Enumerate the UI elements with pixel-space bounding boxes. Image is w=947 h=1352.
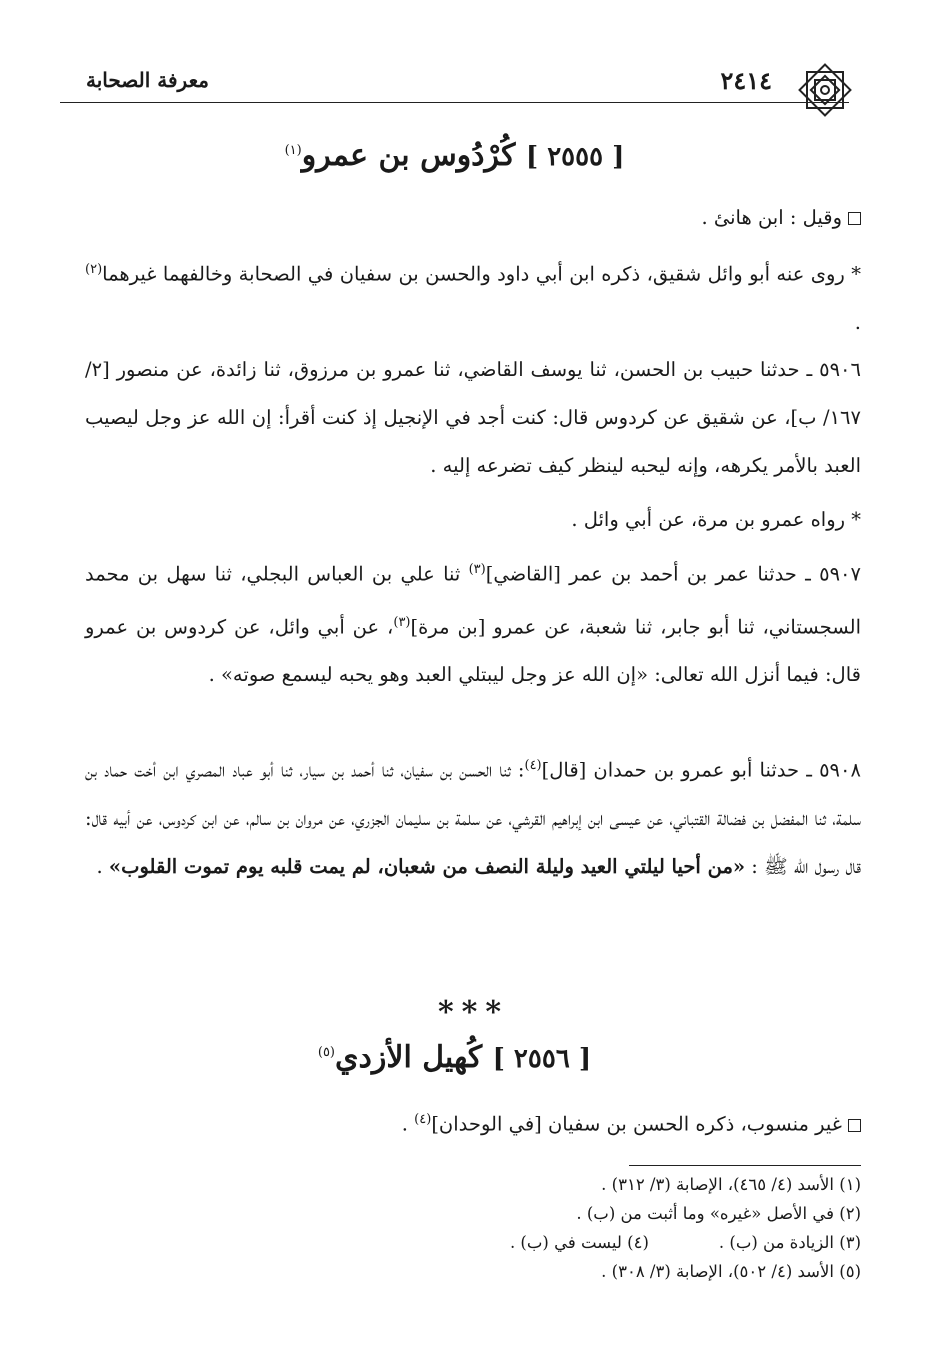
paragraph-text: ٥٩٠٧ ـ حدثنا عمر بن أحمد بن عمر [القاضي] bbox=[485, 562, 861, 586]
square-bullet-icon bbox=[848, 212, 861, 225]
footnote-ref: (٢) bbox=[85, 262, 103, 277]
paragraph-text: ٥٩٠٦ ـ حدثنا حبيب بن الحسن، ثنا يوسف القاضي، ثنا عمرو بن مرزوق، ثنا زائدة، عن منصور [٢/ ١٦٧/ ب]، عن شقيق عن كردوس قال: كنت أجد في الإنجيل إذ كنت أقرأ: إن الله عز وجل ليصيب العبد بالأمر يكرهه، وإنه ليحبه لينظر كيف تضرعه إليه . bbox=[85, 358, 861, 477]
entry-number: [ ٢٥٥٥ ] bbox=[525, 142, 625, 172]
octagonal-star-ornament-icon bbox=[795, 60, 855, 120]
footnote-ref: (١) bbox=[284, 143, 302, 158]
footnotes bbox=[85, 1170, 861, 1286]
footnote-1: (١) الأسد (٤/ ٤٦٥)، الإصابة (٣/ ٣١٢) . bbox=[601, 1175, 861, 1194]
entry-heading-2555 bbox=[60, 138, 849, 173]
paragraph-text: ٥٩٠٨ ـ حدثنا أبو عمرو بن حمدان [قال] bbox=[541, 758, 861, 782]
paragraph-end: . bbox=[96, 854, 109, 878]
entry-number: [ ٢٥٥٦ ] bbox=[492, 1044, 592, 1074]
paragraph-text: وقيل : ابن هانئ . bbox=[701, 206, 842, 229]
paragraph-alt-name bbox=[85, 194, 861, 242]
footnote-ref: (٤) bbox=[414, 1112, 432, 1127]
page-number: ٢٤١٤ bbox=[720, 66, 772, 95]
entry-name: كُهيل الأزدي bbox=[335, 1040, 483, 1075]
footnote-2: (٢) في الأصل «غيره» وما أثبت من (ب) . bbox=[576, 1204, 861, 1223]
paragraph-text: غير منسوب، ذكره الحسن بن سفيان [في الوحدان] bbox=[431, 1112, 842, 1136]
footnote-ref: (٤) bbox=[524, 758, 542, 773]
paragraph-narrators bbox=[85, 246, 861, 347]
hadith-matn-bold: «من أحيا ليلتي العيد وليلة النصف من شعبان، لم يمت قلبه يوم تموت القلوب» bbox=[108, 854, 746, 878]
running-title: معرفة الصحابة bbox=[86, 68, 209, 92]
paragraph-end: . bbox=[401, 1112, 415, 1136]
paragraph-end: . bbox=[854, 310, 861, 334]
paragraph-text: * روى عنه أبو وائل شقيق، ذكره ابن أبي داود والحسن بن سفيان في الصحابة وخالفهما غيرهما bbox=[102, 262, 861, 286]
entry-name: كُرْدُوس بن عمرو bbox=[301, 138, 516, 173]
footnote-ref: (٥) bbox=[317, 1045, 335, 1060]
footnote-3-4 bbox=[85, 1228, 861, 1257]
paragraph-text: ، عن أبي وائل، عن كردوس بن عمرو قال: فيما أنزل الله تعالى: «إن الله عز وجل ليبتلي العبد وهو يحبه ليسمع صوته» . bbox=[85, 615, 861, 686]
paragraph-riwaya bbox=[85, 496, 861, 544]
hadith-5907 bbox=[85, 546, 861, 699]
footnote-5: (٥) الأسد (٤/ ٥٠٢)، الإصابة (٣/ ٣٠٨) . bbox=[601, 1262, 861, 1281]
hadith-5906 bbox=[85, 346, 861, 490]
footnote-3: (٣) الزيادة من (ب) . bbox=[718, 1233, 861, 1252]
paragraph-text: : ثنا الحسن بن سفيان، ثنا أحمد بن سيار، ثنا أبو عباد المصري ابن أخت حماد بن سلمة، ثنا المفضل بن فضالة القتباني، عن عيسى ابن إبراهيم القرشي، عن سلمة بن سليمان الجزري، عن مروان بن سالم، عن ابن كردوس، عن أبيه قال: قال رسول الله ﷺ : bbox=[85, 758, 861, 878]
paragraph-text: ثنا علي بن العباس البجلي، ثنا سهل بن محمد السجستاني، ثنا أبو جابر، ثنا شعبة، عن عمرو [بن مرة] bbox=[85, 562, 861, 638]
hadith-5908 bbox=[85, 742, 861, 891]
entry-heading-2556 bbox=[60, 1040, 849, 1075]
footnote-rule bbox=[629, 1165, 861, 1166]
square-bullet-icon bbox=[848, 1119, 861, 1132]
paragraph-kuhayl bbox=[85, 1096, 861, 1149]
footnote-4: (٤) ليست في (ب) . bbox=[509, 1233, 649, 1252]
paragraph-text: * رواه عمرو بن مرة، عن أبي وائل . bbox=[571, 508, 861, 531]
footnote-ref: (٣) bbox=[468, 562, 486, 577]
section-separator: *** bbox=[437, 995, 510, 1030]
footnote-ref: (٣) bbox=[393, 614, 411, 630]
